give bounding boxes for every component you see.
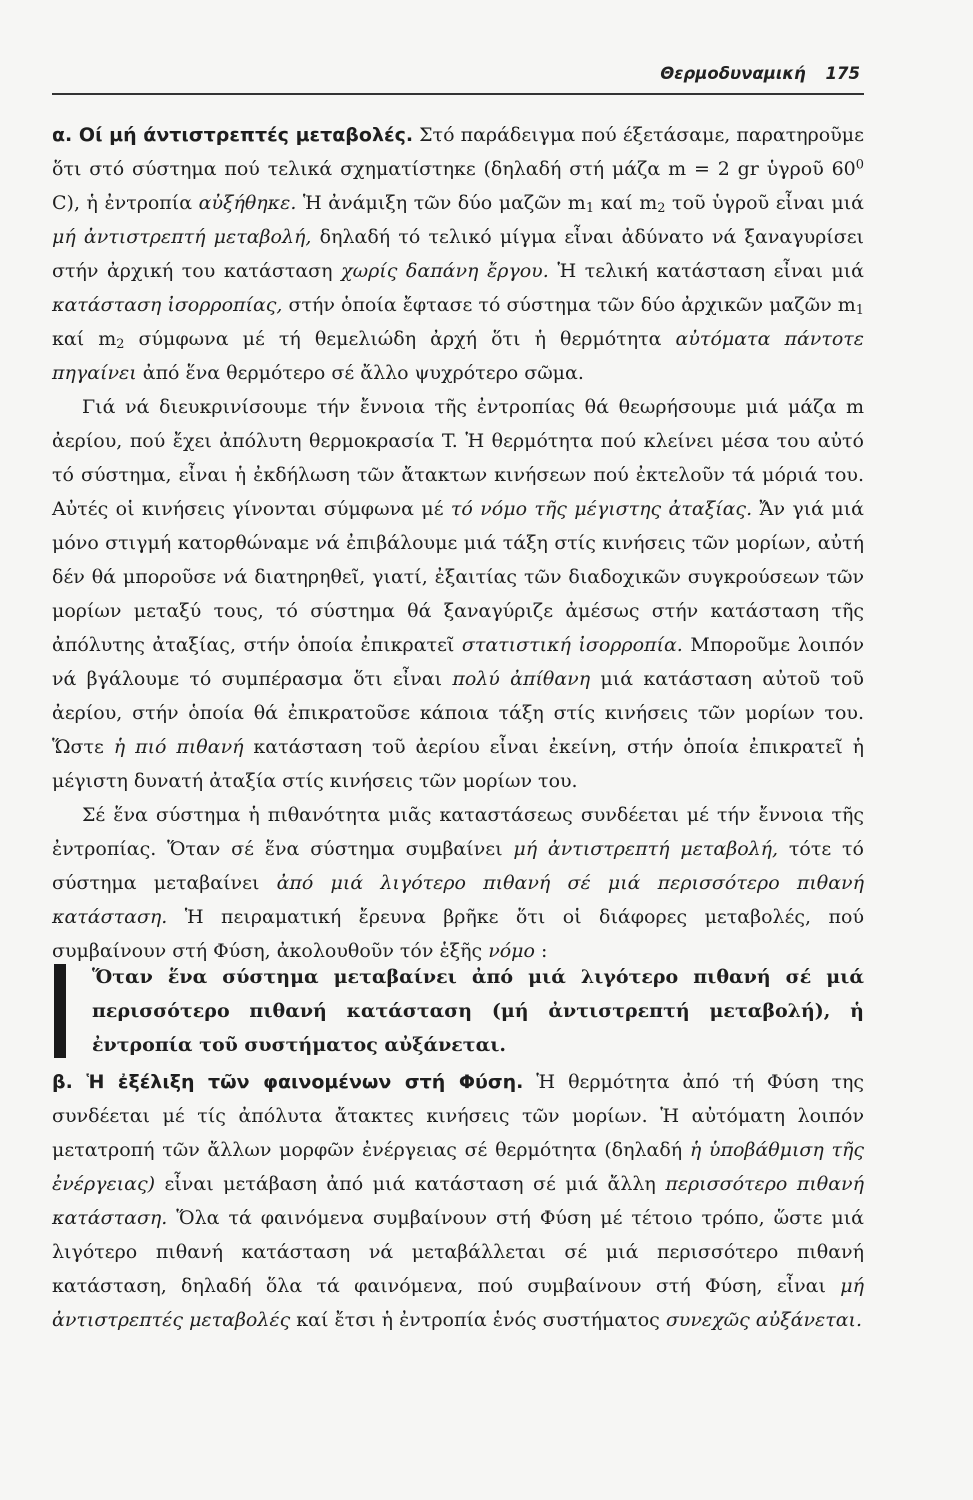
italic-run: ἡ ὑποβάθμιση τῆς ἐνέργειας)	[52, 1139, 864, 1195]
text-run: Ἡ ἀνάμιξη τῶν δύο μαζῶν m	[296, 192, 586, 214]
text-run: τότε τό σύστημα μεταβαίνει	[52, 838, 864, 894]
page-number: 175	[825, 64, 860, 83]
law-statement: Ὅταν ἕνα σύστημα μεταβαίνει ἀπό μιά λιγότερο πιθανή σέ μιά περισσότερο πιθανή κατάσταση (μή ἀντιστρεπτή μεταβολή), ἡ ἐντροπία τοῦ συστήματος αὐξάνεται.	[92, 966, 864, 1056]
text-run: Γιά νά διευκρινίσουμε τήν ἔννοια τῆς ἐντροπίας θά θεωρήσουμε μιά μάζα m ἀερίου, πού ἔχει ἀπόλυτη θερμοκρασία T. Ἡ θερμότητα πού κλείνει μέσα του αὐτό τό σύστημα, εἶναι ἡ ἐκδήλωση τῶν ἄτακτων κινήσεων πού ἐκτελοῦν τά μόριά του. Αὐτές οἱ κινήσεις γίνονται σύμφωνα μέ	[52, 396, 864, 520]
section-a-paragraph-2	[52, 390, 864, 798]
text-run: Σέ ἕνα σύστημα ἡ πιθανότητα μιᾶς καταστάσεως συνδέεται μέ τήν ἔννοια τῆς ἐντροπίας. Ὅταν σέ ἕνα σύστημα συμβαίνει	[52, 804, 864, 860]
italic-run: μή ἀντιστρεπτή μεταβολή,	[52, 226, 312, 248]
text-run: καί ἔτσι ἡ ἐντροπία ἑνός συστήματος	[290, 1309, 666, 1331]
header-rule	[52, 93, 864, 95]
text-run: καί m	[594, 192, 658, 214]
section-b-paragraph-1	[52, 1065, 864, 1337]
italic-run: νόμο	[488, 940, 535, 962]
text-run: Ὅλα τά φαινόμενα συμβαίνουν στή Φύση μέ τέτοιο τρόπο, ὥστε μιά λιγότερο πιθανή κατάσταση νά μεταβάλλεται σέ μιά περισσότερο πιθανή κατάσταση, δηλαδή ὅλα τά φαινόμενα, πού συμβαίνουν στή Φύση, εἶναι	[52, 1207, 864, 1297]
text-run: εἶναι μετάβαση ἀπό μιά κατάσταση σέ μιά ἄλλη	[155, 1173, 666, 1195]
section-a-heading: α. Οί μή άντιστρεπτές μεταβολές.	[52, 124, 414, 146]
text-run: :	[534, 940, 548, 962]
italic-run: χωρίς δαπάνη ἔργου.	[341, 260, 549, 282]
subscript: 2	[657, 201, 666, 217]
italic-run: περισσότερο πιθανή κατάσταση.	[52, 1173, 864, 1229]
running-header	[52, 64, 860, 83]
italic-run: μή ἀντιστρεπτή μεταβολή,	[513, 838, 779, 860]
text-run: Ἄν γιά μιά μόνο στιγμή κατορθώναμε νά ἐπιβάλουμε μιά τάξη στίς κινήσεις τῶν μορίων, αὐτή δέν θά μποροῦσε νά διατηρηθεῖ, γιατί, ἐξαιτίας τῶν διαδοχικῶν συγκρούσεων τῶν μορίων μεταξύ τους, τό σύστημα θά ξαναγύριζε ἀμέσως στήν κατάσταση τῆς ἀπόλυτης ἀταξίας, στήν ὁποία ἐπικρατεῖ	[52, 498, 864, 656]
text-run: τοῦ ὑγροῦ εἶναι μιά	[665, 192, 864, 214]
italic-run: συνεχῶς αὐξάνεται.	[665, 1309, 863, 1331]
text-run: Ἡ πειραματική ἔρευνα βρῆκε ὅτι οἱ διάφορες μεταβολές, πού συμβαίνουν στή Φύση, ἀκολουθοῦν τόν ἑξῆς	[52, 906, 864, 962]
italic-run: ἡ πιό πιθανή	[113, 736, 244, 758]
italic-run: ἀπό μιά λιγότερο πιθανή σέ μιά περισσότερο πιθανή κατάσταση.	[52, 872, 864, 928]
section-b-heading: β. Ἡ ἐξέλιξη τῶν φαινομένων στή Φύση.	[52, 1071, 524, 1093]
subscript: 1	[585, 201, 595, 217]
italic-run: μή ἀντιστρεπτές μεταβολές	[52, 1275, 864, 1331]
italic-run: πολύ ἀπίθανη	[452, 668, 591, 690]
text-run: στήν ὁποία ἔφτασε τό σύστημα τῶν δύο ἀρχικῶν μαζῶν m	[282, 294, 856, 316]
text-run: δηλαδή τό τελικό μίγμα εἶναι ἀδύνατο νά ξαναγυρίσει στήν ἀρχική του κατάσταση	[52, 226, 864, 282]
text-run: καί m	[52, 328, 117, 350]
text-run: Ἡ θερμότητα ἀπό τή Φύση της συνδέεται μέ τίς ἀπόλυτα ἄτακτες κινήσεις τῶν μορίων. Ἡ αὐτόματη λοιπόν μετατροπή τῶν ἄλλων μορφῶν ἐνέργειας σέ θερμότητα (δηλαδή	[52, 1071, 864, 1161]
italic-run: τό νόμο τῆς μέγιστης ἀταξίας.	[450, 498, 753, 520]
text-run: ἀπό ἕνα θερμότερο σέ ἄλλο ψυχρότερο σῶμα.	[136, 362, 584, 384]
law-statement-box	[52, 960, 864, 1062]
section-a-paragraph-1	[52, 118, 864, 390]
italic-run: στατιστική ἰσορροπία.	[461, 634, 683, 656]
section-b-text	[52, 1065, 864, 1337]
superscript: 0	[855, 157, 864, 173]
subscript: 2	[116, 337, 125, 353]
italic-run: αὐξήθηκε.	[198, 192, 297, 214]
text-run: Ἡ τελική κατάσταση εἶναι μιά	[548, 260, 864, 282]
text-run: Στό παράδειγμα πού έξετάσαμε, παρατηροῦμε ὅτι στό σύστημα πού τελικά σχηματίστηκε (δηλαδή στή μάζα m = 2 gr ὑγροῦ 60	[52, 124, 864, 180]
header-title: Θερμοδυναμική	[660, 64, 806, 83]
italic-run: κατάσταση ἰσορροπίας,	[52, 294, 283, 316]
text-run: Μποροῦμε λοιπόν νά βγάλουμε τό συμπέρασμα ὅτι εἶναι	[52, 634, 864, 690]
text-run: σύμφωνα μέ τή θεμελιώδη ἀρχή ὅτι ἡ θερμότητα	[124, 328, 676, 350]
text-run: C), ἡ ἐντροπία	[52, 192, 199, 214]
section-a-text	[52, 118, 864, 968]
section-a-paragraph-3	[52, 798, 864, 968]
text-run: κατάσταση τοῦ ἀερίου εἶναι ἐκείνη, στήν ὁποία ἐπικρατεῖ ἡ μέγιστη δυνατή ἀταξία στίς κινήσεις τῶν μορίων του.	[52, 736, 864, 792]
italic-run: αὐτόματα πάντοτε πηγαίνει	[52, 328, 864, 384]
subscript: 1	[855, 303, 864, 319]
text-run: μιά κατάσταση αὐτοῦ τοῦ ἀερίου, στήν ὁποία θά ἐπικρατοῦσε κάποια τάξη στίς κινήσεις τῶν μορίων του. Ὥστε	[52, 668, 864, 758]
margin-bar	[54, 964, 66, 1058]
